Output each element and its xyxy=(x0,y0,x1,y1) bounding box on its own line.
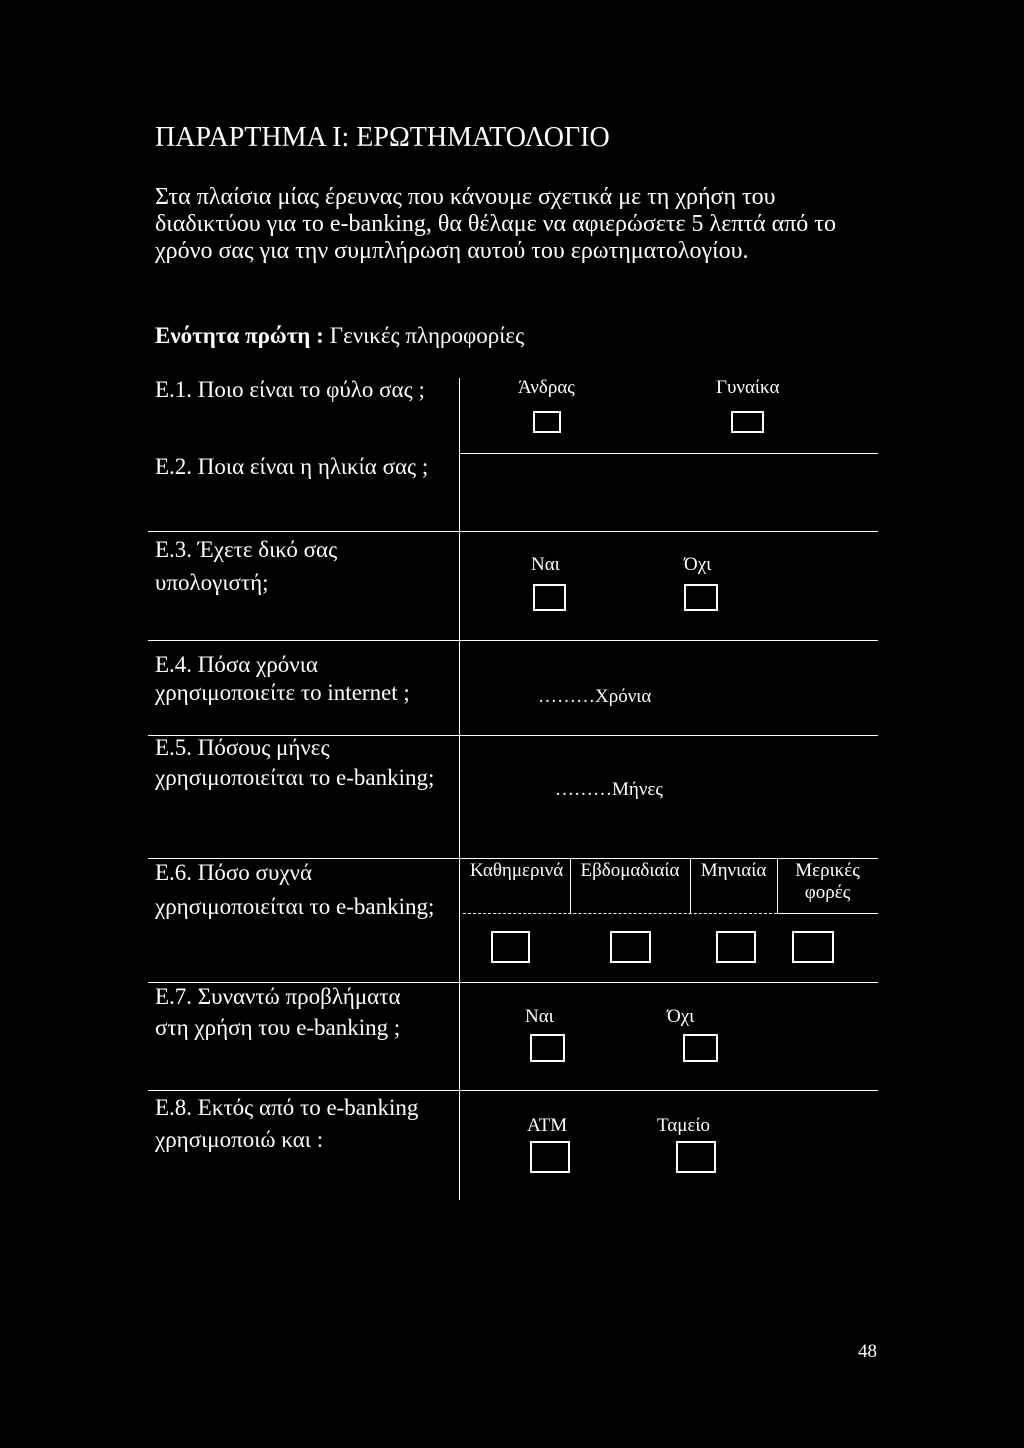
option-label-no: Όχι xyxy=(667,1006,695,1027)
intro-paragraph xyxy=(155,184,836,265)
option-label-male: Άνδρας xyxy=(518,377,575,398)
question-line: Ε.5. Πόσους μήνες xyxy=(155,735,330,760)
question-line: Ε.1. Ποιο είναι το φύλο σας ; xyxy=(155,377,425,402)
question-line: Ε.2. Ποια είναι η ηλικία σας ; xyxy=(155,454,429,479)
checkbox-yes[interactable] xyxy=(533,584,566,611)
table-row-divider xyxy=(148,531,878,532)
question-line: στη χρήση του e-banking ; xyxy=(155,1015,401,1040)
section-label: Ενότητα πρώτη : xyxy=(155,323,324,348)
table-row-divider xyxy=(148,640,878,641)
question-line: υπολογιστή; xyxy=(155,570,269,595)
question-text xyxy=(155,1092,418,1156)
option-label-atm: ATM xyxy=(527,1115,568,1136)
option-label-female: Γυναίκα xyxy=(716,377,780,398)
question-text xyxy=(155,856,434,924)
frequency-header-monthly: Μηνιαία xyxy=(700,860,767,881)
checkbox-yes[interactable] xyxy=(530,1034,565,1062)
checkbox-male[interactable] xyxy=(533,411,561,433)
checkbox-weekly[interactable] xyxy=(610,931,651,963)
option-label-teller: Ταμείο xyxy=(657,1115,711,1136)
table-row-divider xyxy=(148,1090,878,1091)
question-text xyxy=(155,981,401,1043)
question-text xyxy=(155,733,434,793)
option-label-no: Όχι xyxy=(684,554,712,575)
question-line: Ε.4. Πόσα χρόνια xyxy=(155,652,318,677)
question-text xyxy=(155,533,337,599)
header-underline xyxy=(777,913,878,914)
question-text xyxy=(155,375,425,405)
checkbox-no[interactable] xyxy=(683,1034,718,1062)
question-text xyxy=(155,651,410,707)
checkbox-female[interactable] xyxy=(731,411,764,433)
question-line: χρησιμοποιείται το e-banking; xyxy=(155,765,435,790)
option-label-yes: Ναι xyxy=(525,1006,554,1027)
answer-blank-months[interactable]: ………Μήνες xyxy=(555,779,663,800)
frequency-header-weekly: Εβδομαδιαία xyxy=(580,860,680,881)
option-label-yes: Ναι xyxy=(531,554,560,575)
intro-line: Στα πλαίσια μίας έρευνας που κάνουμε σχετικά με τη χρήση του xyxy=(155,184,776,210)
question-text xyxy=(155,452,428,482)
question-line: Ε.8. Εκτός από το e-banking xyxy=(155,1095,419,1120)
checkbox-monthly[interactable] xyxy=(716,931,756,963)
table-row-divider xyxy=(459,453,878,454)
question-line: χρησιμοποιώ και : xyxy=(155,1127,324,1152)
frequency-header-daily: Καθημερινά xyxy=(469,860,564,881)
intro-line: χρόνο σας για την συμπλήρωση αυτού του ερωτηματολογίου. xyxy=(155,238,749,264)
checkbox-daily[interactable] xyxy=(491,931,530,963)
question-line: χρησιμοποιείτε το internet ; xyxy=(155,680,410,705)
frequency-header-sometimes: Μερικές φορές xyxy=(795,860,860,903)
table-column-divider xyxy=(459,378,460,1200)
question-line: Ε.6. Πόσο συχνά xyxy=(155,860,313,885)
page-title: ΠΑΡΑΡΤΗΜΑ I: ΕΡΩΤΗΜΑΤΟΛΟΓΙΟ xyxy=(155,122,610,153)
page-number: 48 xyxy=(858,1341,877,1362)
answer-blank-years[interactable]: ………Χρόνια xyxy=(538,686,652,707)
question-line: Ε.3. Έχετε δικό σας xyxy=(155,537,338,562)
checkbox-no[interactable] xyxy=(684,584,718,611)
checkbox-teller[interactable] xyxy=(676,1141,716,1173)
checkbox-atm[interactable] xyxy=(530,1141,570,1173)
checkbox-sometimes[interactable] xyxy=(792,931,834,963)
question-line: Ε.7. Συναντώ προβλήματα xyxy=(155,984,401,1009)
header-underline-dashed xyxy=(463,913,777,914)
intro-line: διαδικτύου για το e-banking, θα θέλαμε να αφιερώσετε 5 λεπτά από το xyxy=(155,211,836,237)
question-line: χρησιμοποιείται το e-banking; xyxy=(155,894,435,919)
section-heading xyxy=(155,322,524,350)
section-name: Γενικές πληροφορίες xyxy=(329,323,525,348)
